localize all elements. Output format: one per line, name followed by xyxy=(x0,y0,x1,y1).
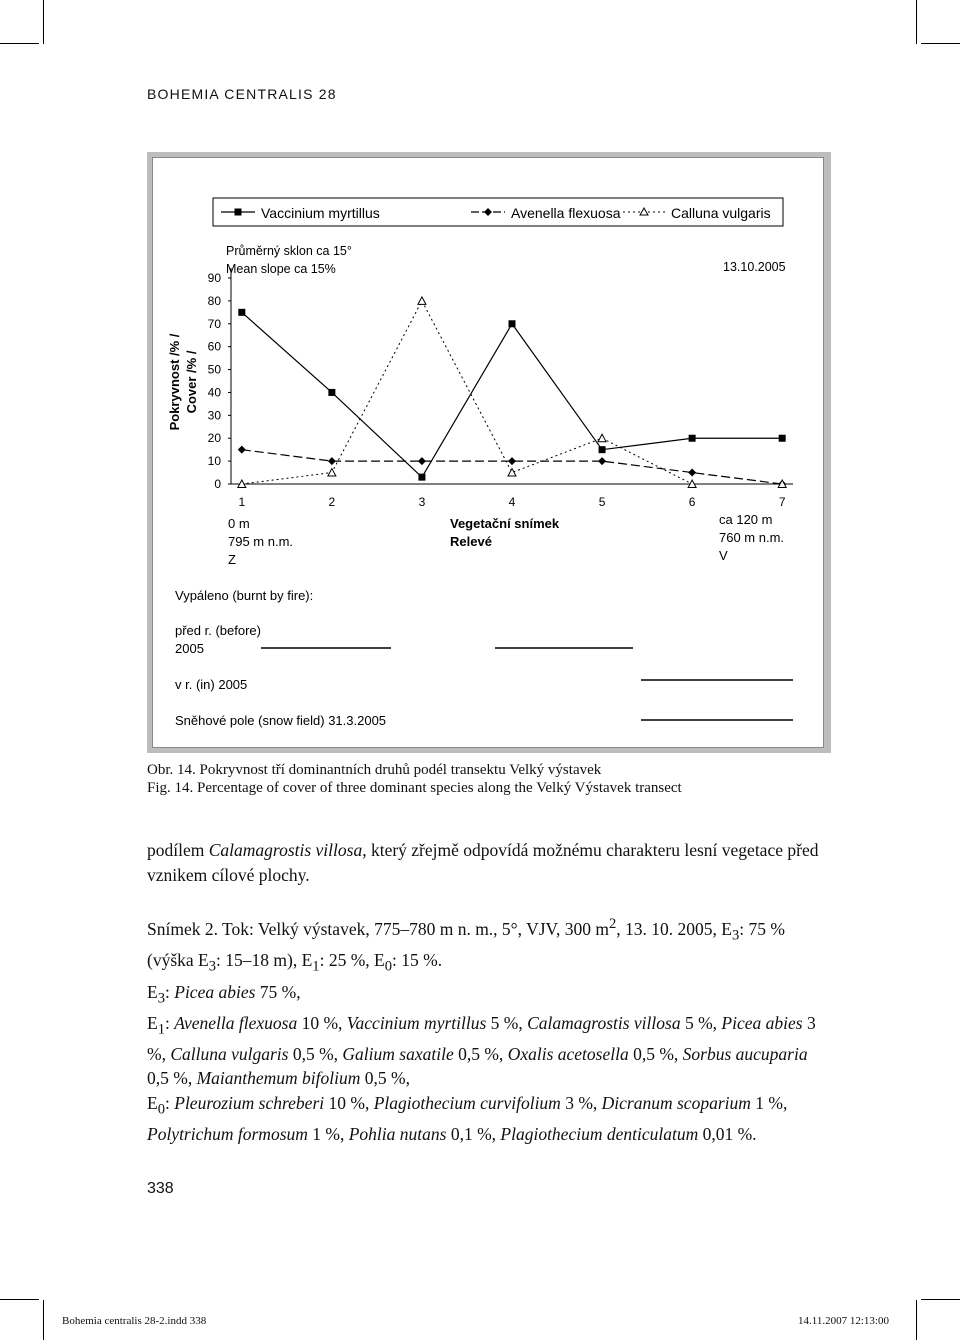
y-tick-label: 80 xyxy=(207,293,221,308)
species-name: Sorbus aucuparia xyxy=(682,1043,808,1064)
layer-e1 xyxy=(147,1011,830,1091)
running-head: BOHEMIA CENTRALIS 28 xyxy=(147,86,337,102)
y-tick-label: 70 xyxy=(207,316,221,331)
crop-mark xyxy=(921,1299,960,1300)
fire-title: Vypáleno (burnt by fire): xyxy=(175,588,314,603)
species-name: Avenella flexuosa xyxy=(174,1012,298,1033)
fire-before-label-2: 2005 xyxy=(175,641,204,656)
caption-label-en: Fig. 14. xyxy=(147,780,194,796)
y-tick-label: 0 xyxy=(214,477,221,491)
species-name: Polytrichum formosum xyxy=(147,1123,308,1144)
figure-frame xyxy=(147,152,831,753)
text-run: : xyxy=(165,981,175,1002)
figure-panel xyxy=(152,157,824,748)
subscript: 1 xyxy=(157,1021,165,1038)
cover-value: 0,5 %, xyxy=(628,1043,683,1064)
text-run: , 13. 10. 2005, E xyxy=(616,918,732,939)
crop-mark xyxy=(921,43,960,44)
y-axis-title-cz: Pokryvnost /% / xyxy=(167,333,182,431)
species-name: Calamagrostis villosa xyxy=(208,840,363,860)
data-point-vaccinium xyxy=(779,435,786,442)
layer-symbol: E xyxy=(147,1012,158,1033)
text-run: 75 %, xyxy=(255,981,301,1002)
text-run: podílem xyxy=(147,840,209,860)
page-number: 338 xyxy=(147,1180,174,1197)
cover-value: 3 %, xyxy=(147,1012,816,1064)
species-name: Pohlia nutans xyxy=(348,1123,447,1144)
x-axis xyxy=(231,484,793,509)
data-point-avenella xyxy=(508,457,516,465)
data-point-vaccinium xyxy=(328,389,335,396)
text-run: : 25 %, E xyxy=(319,949,385,970)
caption-text-cz: Pokryvnost tří dominantních druhů podél transektu Velký výstavek xyxy=(199,762,602,778)
y-axis-ticks xyxy=(208,268,231,491)
species-name: Maianthemum bifolium xyxy=(196,1068,361,1089)
species-name: Plagiothecium denticulatum xyxy=(500,1123,699,1144)
end-altitude: 760 m n.m. xyxy=(719,530,785,545)
data-point-avenella xyxy=(418,457,426,465)
data-point-avenella xyxy=(688,469,696,477)
body-paragraph-1 xyxy=(147,838,830,887)
species-name: Calamagrostis villosa xyxy=(527,1012,681,1033)
data-point-vaccinium xyxy=(418,474,425,481)
legend-label-avenella: Avenella flexuosa xyxy=(511,205,621,221)
x-tick-label: 5 xyxy=(598,495,606,509)
y-tick-label: 10 xyxy=(207,454,221,469)
layer-e0 xyxy=(147,1091,830,1147)
x-tick-label: 3 xyxy=(418,495,426,509)
fire-before-label-1: před r. (before) xyxy=(175,623,261,638)
y-tick-label: 30 xyxy=(207,408,221,423)
cover-value: 0,01 %. xyxy=(698,1123,757,1144)
y-tick-label: 90 xyxy=(207,271,221,285)
plot-area xyxy=(238,297,786,488)
species-name: Dicranum scoparium xyxy=(601,1092,751,1113)
legend-label-vaccinium: Vaccinium myrtillus xyxy=(261,205,380,221)
y-tick-label: 50 xyxy=(207,362,221,377)
cover-value: 5 %, xyxy=(680,1012,722,1033)
text-run: , který zřejmě odpovídá možnému charakteru lesní vegetace před vznikem cílové plochy. xyxy=(147,840,819,885)
data-point-vaccinium xyxy=(238,309,245,316)
legend-label-calluna: Calluna vulgaris xyxy=(671,205,771,221)
figure-caption-en xyxy=(147,779,682,797)
species-name: Calluna vulgaris xyxy=(170,1043,289,1064)
species-name: Galium saxatile xyxy=(342,1043,454,1064)
data-point-avenella xyxy=(598,457,606,465)
data-point-calluna xyxy=(598,434,606,442)
legend-marker-vaccinium xyxy=(235,209,242,216)
start-distance: 0 m xyxy=(228,516,250,531)
x-tick-label: 2 xyxy=(328,495,336,509)
x-tick-label: 4 xyxy=(508,495,516,509)
crop-mark xyxy=(0,43,39,44)
releve-2-description xyxy=(147,912,830,1146)
cover-value: 0,1 %, xyxy=(446,1123,501,1144)
chart-legend xyxy=(213,198,783,226)
subscript: 1 xyxy=(312,958,320,975)
slope-label-cz: Průměrný sklon ca 15° xyxy=(226,244,352,258)
subscript: 0 xyxy=(384,958,393,975)
text-run: : xyxy=(165,1092,175,1113)
y-tick-label: 40 xyxy=(207,385,221,400)
footer-timestamp: 14.11.2007 12:13:00 xyxy=(798,1315,889,1327)
cover-value: 3 %, xyxy=(560,1092,602,1113)
burn-legend xyxy=(175,588,793,728)
data-point-vaccinium xyxy=(689,435,696,442)
cover-value: 10 %, xyxy=(297,1012,347,1033)
footer-filename: Bohemia centralis 28-2.indd 338 xyxy=(62,1315,207,1327)
text-run: : xyxy=(165,1012,175,1033)
crop-mark xyxy=(43,0,44,44)
snow-field-label: Sněhové pole (snow field) 31.3.2005 xyxy=(175,713,387,728)
caption-text-en: Percentage of cover of three dominant species along the Velký Výstavek transect xyxy=(197,780,682,796)
data-point-calluna xyxy=(508,469,516,477)
data-point-avenella xyxy=(238,446,246,454)
x-axis-title-en: Relevé xyxy=(450,534,492,549)
start-altitude: 795 m n.m. xyxy=(228,534,294,549)
end-direction: V xyxy=(719,548,728,563)
cover-value: 1 %, xyxy=(750,1092,788,1113)
species-name: Oxalis acetosella xyxy=(507,1043,629,1064)
x-tick-label: 7 xyxy=(778,495,786,509)
species-name: Plagiothecium curvifolium xyxy=(373,1092,561,1113)
text-run: Snímek 2. Tok: Velký výstavek, 775–780 m n. m., 5°, VJV, 300 m xyxy=(147,918,609,939)
fire-in-label: v r. (in) 2005 xyxy=(175,677,248,692)
x-axis-title-cz: Vegetační snímek xyxy=(450,516,560,531)
y-tick-label: 60 xyxy=(207,339,221,354)
data-point-vaccinium xyxy=(599,446,606,453)
data-point-avenella xyxy=(328,457,336,465)
crop-mark xyxy=(43,1300,44,1340)
x-tick-label: 1 xyxy=(238,495,246,509)
figure-caption-cz xyxy=(147,761,601,779)
cover-value: 10 %, xyxy=(324,1092,374,1113)
text-run: : 15–18 m), E xyxy=(216,949,313,970)
cover-value: 1 %, xyxy=(307,1123,349,1144)
layer-symbol: E xyxy=(147,1092,158,1113)
subscript: 3 xyxy=(157,990,165,1007)
cover-value: 0,5 %, xyxy=(288,1043,343,1064)
chart-date: 13.10.2005 xyxy=(723,260,786,274)
species-name: Pleurozium schreberi xyxy=(174,1092,325,1113)
start-direction: Z xyxy=(228,552,236,567)
series-line-calluna xyxy=(242,301,782,484)
cover-value: 0,5 %, xyxy=(453,1043,508,1064)
crop-mark xyxy=(916,1300,917,1340)
text-run: : 15 %. xyxy=(392,949,443,970)
species-name: Vaccinium myrtillus xyxy=(346,1012,487,1033)
species-name: Picea abies xyxy=(174,981,256,1002)
end-distance: ca 120 m xyxy=(719,512,773,527)
text-run: : 75 % (výška E xyxy=(147,918,785,970)
crop-mark xyxy=(0,1299,39,1300)
line-chart xyxy=(153,158,823,747)
cover-value: 0,5 %, xyxy=(360,1068,410,1089)
y-axis-title-en: Cover /% / xyxy=(184,350,199,414)
subscript: 3 xyxy=(208,958,217,975)
y-tick-label: 20 xyxy=(207,431,221,446)
data-point-vaccinium xyxy=(509,320,516,327)
data-point-calluna xyxy=(418,297,426,305)
species-name: Picea abies xyxy=(721,1012,803,1033)
caption-label-cz: Obr. 14. xyxy=(147,762,196,778)
transect-end-label xyxy=(719,512,784,563)
transect-start-label xyxy=(228,516,293,567)
x-tick-label: 6 xyxy=(688,495,696,509)
series-line-vaccinium xyxy=(242,312,782,477)
superscript: 2 xyxy=(608,916,617,932)
crop-mark xyxy=(916,0,917,44)
subscript: 0 xyxy=(157,1101,165,1118)
series-line-avenella xyxy=(242,450,782,484)
slope-label-en: Mean slope ca 15% xyxy=(226,262,336,276)
subscript: 3 xyxy=(731,927,740,944)
data-point-calluna xyxy=(328,469,336,477)
layer-e3 xyxy=(147,980,830,1011)
cover-value: 5 %, xyxy=(486,1012,528,1033)
layer-symbol: E xyxy=(147,981,158,1002)
cover-value: 0,5 %, xyxy=(147,1068,197,1089)
